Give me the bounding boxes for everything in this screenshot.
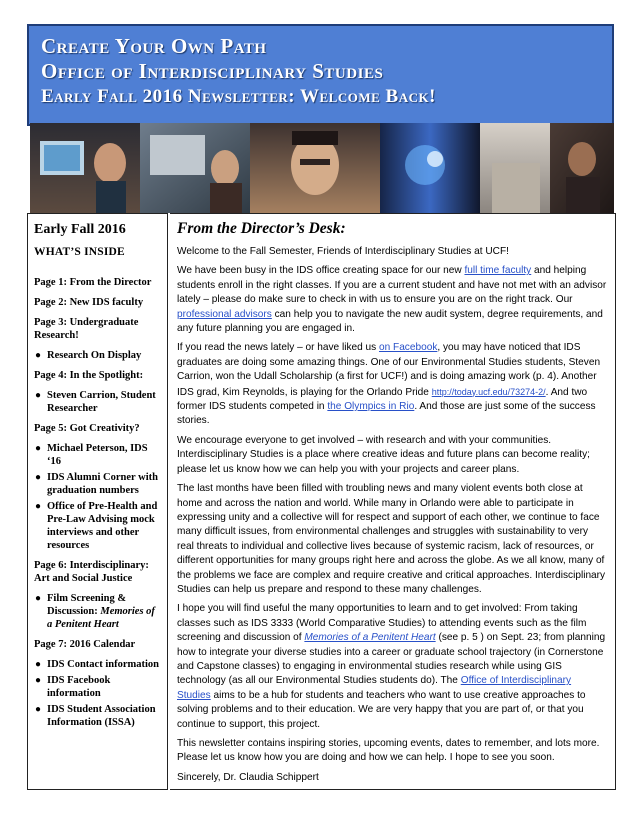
banner-office: Office of Interdisciplinary Studies — [41, 59, 384, 83]
letter-paragraph: This newsletter contains inspiring stories, upcoming events, dates to remember, and lots more. Please let us know how you are doing and how we can help. I hope to see you soon. — [177, 738, 600, 764]
bullet-icon: ● — [35, 501, 42, 512]
photo-collage — [30, 123, 614, 213]
toc-page-2: Page 2: New IDS faculty — [34, 297, 144, 308]
toc-item: ● Office of Pre-Health and Pre-Law Advising mock interviews and other resources — [35, 501, 158, 551]
letter-signoff: Sincerely, Dr. Claudia Schippert — [177, 771, 319, 783]
toc-page-7: Page 7: 2016 Calendar — [34, 639, 136, 650]
toc-page-6: Page 6: Interdisciplinary: Art and Social Justice — [34, 560, 149, 584]
banner-edition: Early Fall 2016 Newsletter: Welcome Back! — [41, 86, 436, 107]
letter-paragraph: I hope you will find useful the many opportunities to learn and to get involved: From taking classes such as IDS 3333 (World Comparative Studies) to attending events such as the film screening and discussion of Memories of a Penitent Heart (see p. 5 ) on Sept. 23; from planning how to integrate your diverse studies into a career or graduate school trajectory (in Cornerstone and Capstone classes) to engaging in environmental studies research while using GIS technology (as all our Environmental Studies students do). The Office of Interdisciplinary Studies aims to be a hub for students and teachers who want to use creative approaches to solving problems and to their education. We are very happy that you are part of, or that you continue to support, this project. — [177, 603, 606, 730]
ucf-today-link[interactable]: http://today.ucf.edu/73274-2/ — [431, 386, 546, 397]
toc-page-7-list — [34, 658, 161, 729]
toc-page-6-list — [34, 592, 161, 631]
whats-inside-sidebar — [27, 213, 168, 790]
bullet-icon: ● — [35, 704, 42, 715]
toc-item: ● IDS Contact information — [35, 659, 159, 670]
office-link[interactable]: Office of Interdisciplinary Studies — [177, 675, 572, 701]
banner-title: Create Your Own Path — [41, 34, 267, 58]
toc-page-5: Page 5: Got Creativity? — [34, 423, 140, 434]
bullet-icon: ● — [35, 593, 42, 604]
toc-item: ● IDS Facebook information — [35, 675, 111, 699]
letter-paragraph: The last months have been filled with troubling news and many violent events both close at home and across the nation and world. While many in Orlando were able to participate in expressing unity and a collective will for respect and support of each other, we continue to face many difficult issues, from environmental challenges and struggles with sustainability to very real threats to individual and collective lives because of systemic racism, lack of resources, or different opportunities for many groups right here and across the globe. As we all know, many of the problems we face are complex and require creative and critical approaches. Interdisciplinary Studies can help us prepare and respond to these many challenges. — [177, 483, 606, 595]
film-link[interactable]: Memories of a Penitent Heart — [304, 632, 436, 644]
toc-page-4: Page 4: In the Spotlight: — [34, 370, 144, 381]
toc-item: ● Research On Display — [35, 350, 142, 361]
letter-paragraph: If you read the news lately – or have liked us on Facebook, you may have noticed that IDS graduates are doing some amazing things. One of our Environmental Studies students, Steven Carrion, won the Udall Scholarship (a first for UCF!) and is doing amazing work (p. 4). Another IDS grad, Kim Reynolds, is playing for the Orlando Pride http://today.ucf.edu/73274-2/. And two former IDS students competed in the Olympics in Rio. And those are just some of the success stories. — [177, 342, 601, 427]
bullet-icon: ● — [35, 443, 42, 454]
letter-paragraph: Welcome to the Fall Semester, Friends of Interdisciplinary Studies at UCF! — [177, 246, 509, 257]
toc-item: ● Steven Carrion, Student Researcher — [35, 390, 156, 414]
sidebar-subtitle: WHAT’S INSIDE — [34, 246, 125, 258]
toc-page-4-list — [34, 389, 161, 415]
directors-letter — [170, 213, 616, 790]
advisors-link[interactable]: professional advisors — [177, 308, 272, 320]
bullet-icon: ● — [35, 390, 42, 401]
bullet-icon: ● — [35, 472, 42, 483]
toc-item: ● Film Screening & Discussion: Memories of a Penitent Heart — [35, 593, 155, 630]
bullet-icon: ● — [35, 350, 42, 361]
toc-item: ● Michael Peterson, IDS ‘16 — [35, 443, 148, 467]
letter-heading: From the Director’s Desk: — [177, 220, 346, 237]
facebook-link[interactable]: on Facebook — [379, 342, 438, 354]
toc-page-1: Page 1: From the Director — [34, 277, 152, 288]
olympics-link[interactable]: the Olympics in Rio — [327, 401, 415, 413]
bullet-icon: ● — [35, 675, 42, 686]
faculty-link[interactable]: full time faculty — [464, 265, 532, 277]
newsletter-banner — [27, 24, 614, 126]
toc-page-3: Page 3: Undergraduate Research! — [34, 317, 139, 341]
bullet-icon: ● — [35, 659, 42, 670]
toc-item: ● IDS Student Association Information (ISSA) — [35, 704, 156, 728]
toc-page-5-list — [34, 442, 161, 552]
photo-collage-image — [30, 123, 614, 213]
letter-paragraph: We have been busy in the IDS office creating space for our new full time faculty and helping students enroll in the right classes. If you are a current student and have not met with an advisor lately – please do make sure to check in with us to ensure you are on the right track. Our professional advisors can help you to navigate the new audit system, degree requirements, and any future planning you are engaged in. — [177, 265, 607, 335]
toc-item: ● IDS Alumni Corner with graduation numbers — [35, 472, 158, 496]
sidebar-title: Early Fall 2016 — [34, 222, 126, 237]
letter-paragraph: We encourage everyone to get involved – with research and with your communities. Interdisciplinary Studies is a place where creative ideas and future plans can become reality; please let us know how we can help you with your projects and career plans. — [177, 434, 590, 475]
toc-page-3-list — [34, 349, 161, 362]
